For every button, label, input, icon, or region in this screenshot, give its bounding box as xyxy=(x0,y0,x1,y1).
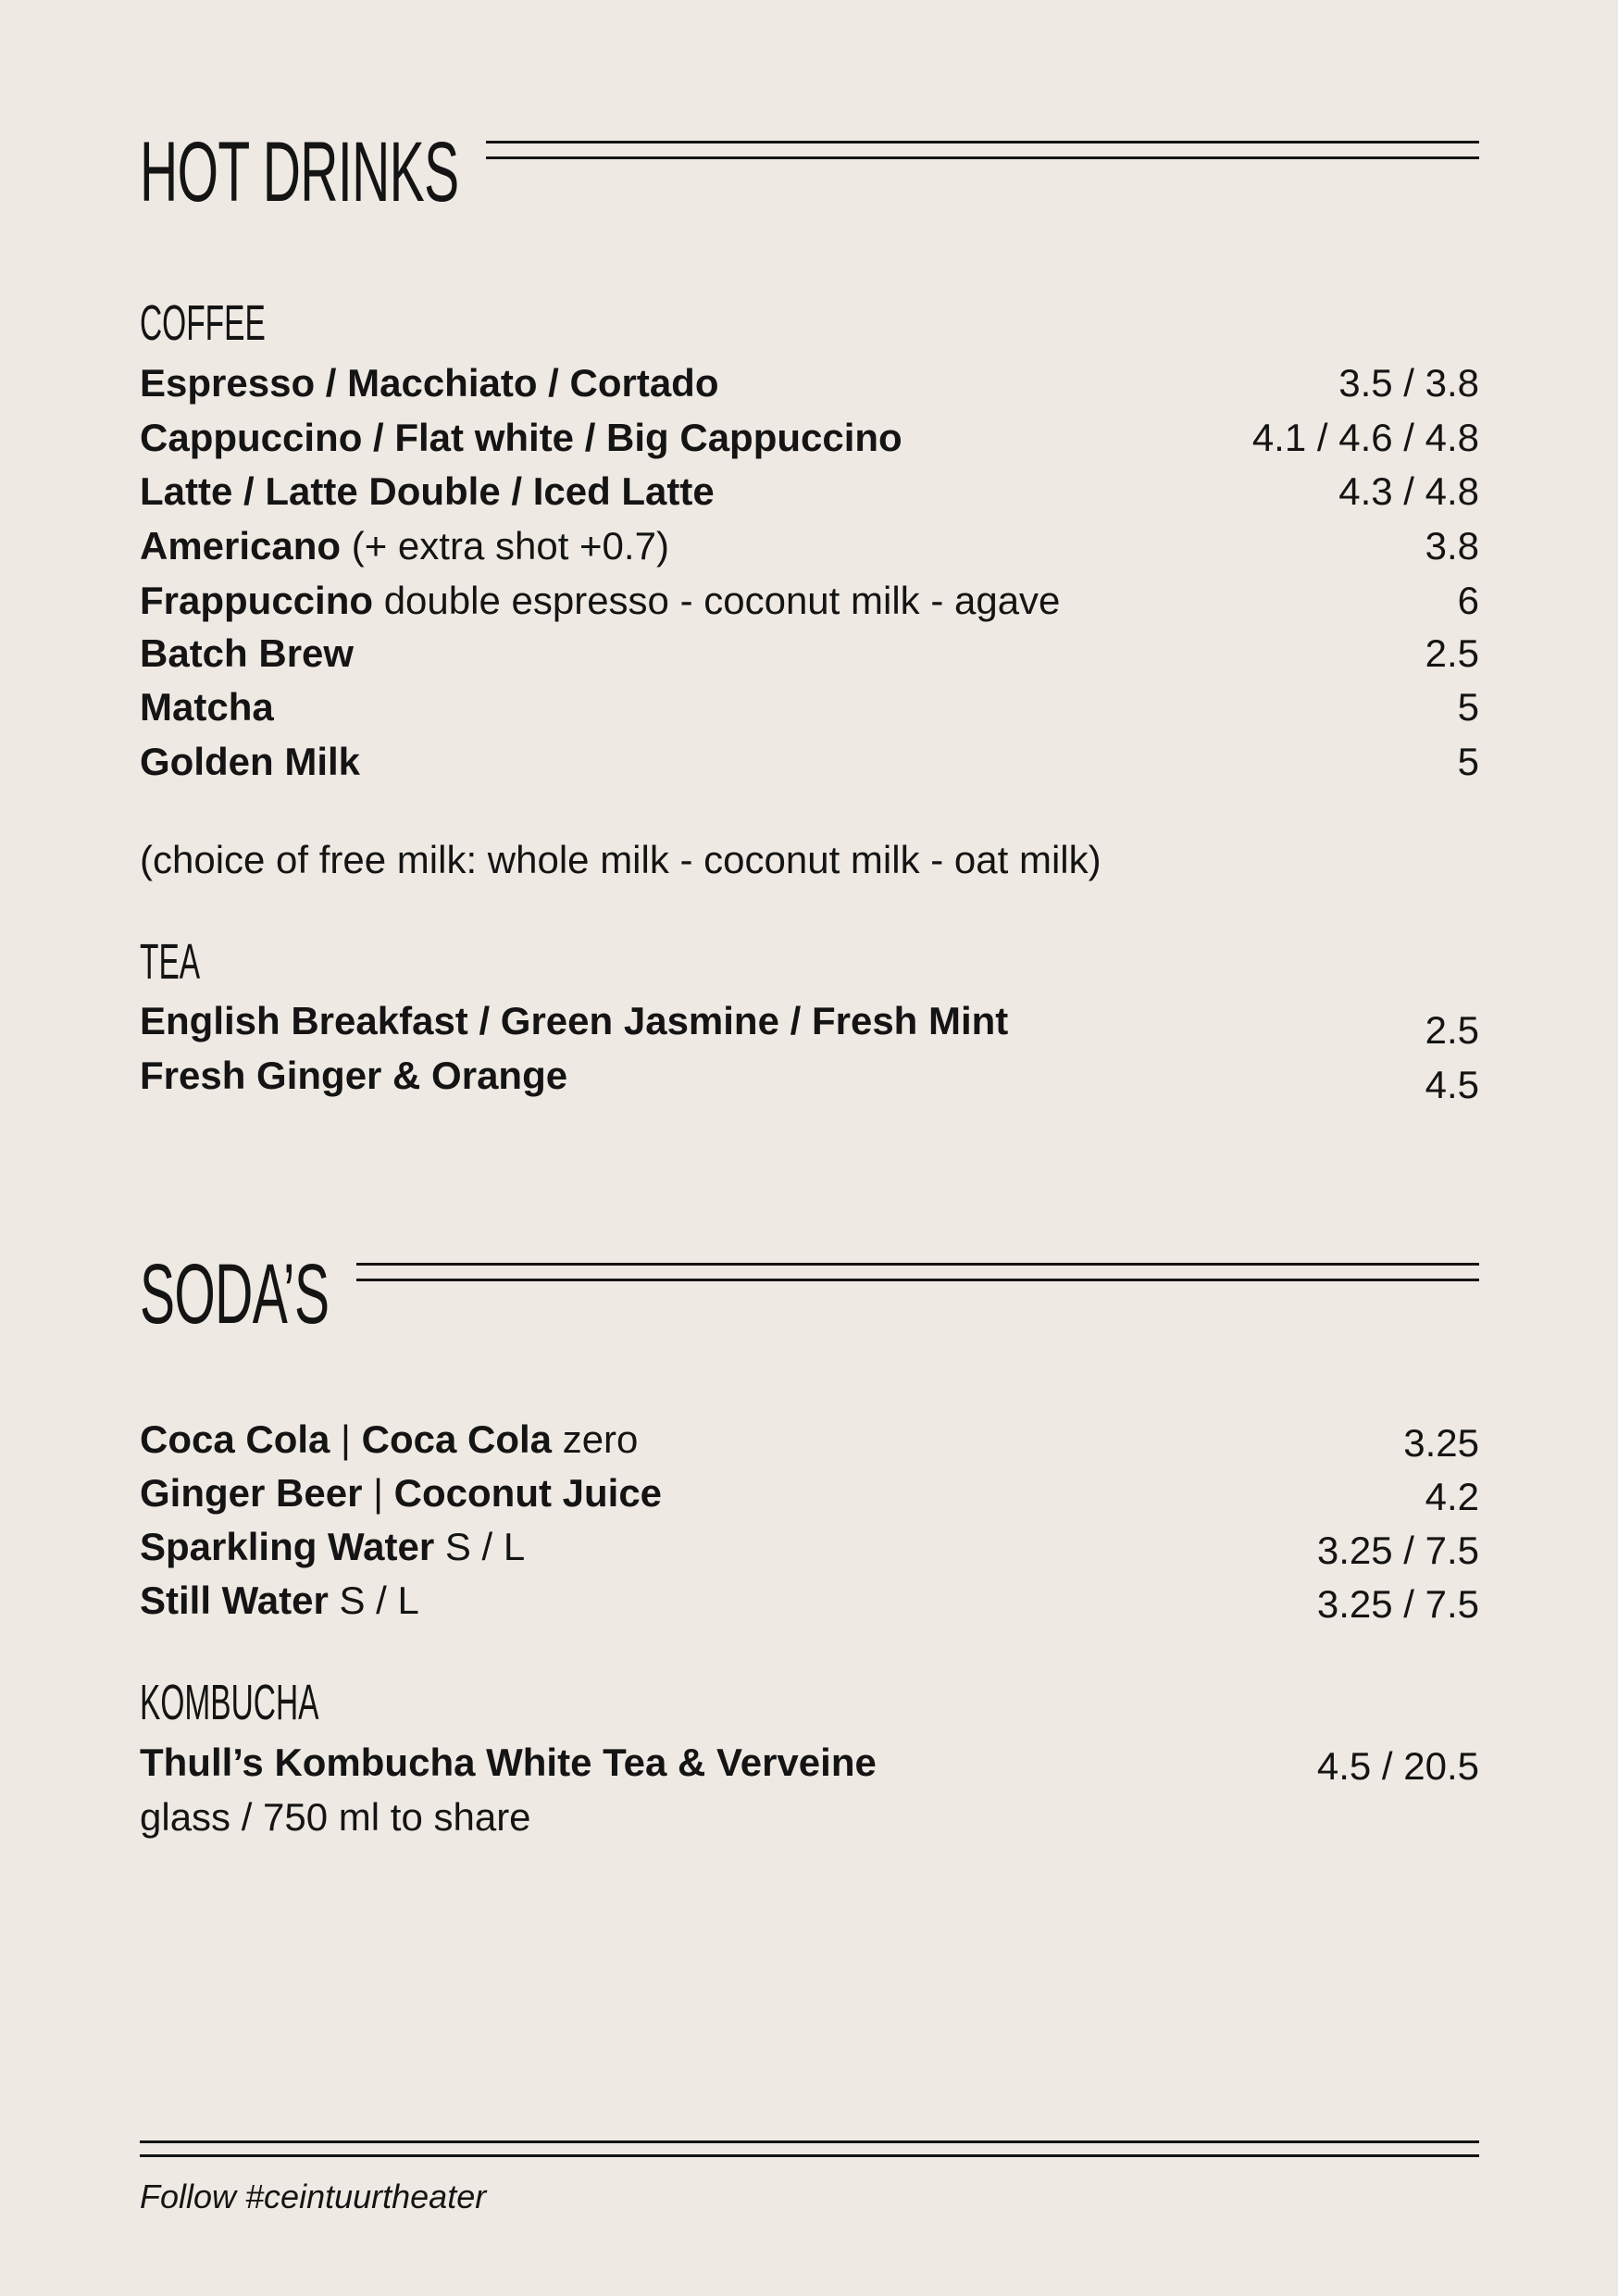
hot-drinks-header xyxy=(140,125,1479,219)
menu-item xyxy=(140,1578,1479,1624)
item-name: Fresh Ginger & Orange xyxy=(140,1054,568,1097)
item-price: 2.5 xyxy=(1425,1008,1479,1052)
footer-rule xyxy=(140,2140,1479,2157)
item-name: Ginger Beer xyxy=(140,1471,363,1515)
sodas-header xyxy=(140,1247,1479,1341)
item-price: 3.25 / 7.5 xyxy=(1316,1529,1479,1572)
sodas-rule xyxy=(356,1263,1479,1281)
menu-item xyxy=(140,415,1479,461)
menu-item xyxy=(140,739,1479,785)
item-desc: (+ extra shot +0.7) xyxy=(341,524,669,568)
item-name: Frappuccino xyxy=(140,579,374,622)
hot-drinks-rule xyxy=(486,141,1479,159)
item-name-2: Coconut Juice xyxy=(393,1471,663,1515)
item-name: Americano xyxy=(140,524,342,568)
item-desc: zero xyxy=(552,1417,639,1461)
item-price: 6 xyxy=(1457,579,1479,622)
item-desc: S / L xyxy=(328,1578,419,1622)
menu-item xyxy=(140,1053,1479,1106)
item-price: 4.1 / 4.6 / 4.8 xyxy=(1251,416,1479,459)
item-name: English Breakfast / Green Jasmine / Fresh Mint xyxy=(140,999,1009,1042)
item-price: 5 xyxy=(1457,685,1479,729)
menu-item xyxy=(140,523,1479,569)
item-name: Thull’s Kombucha White Tea & Verveine xyxy=(140,1741,877,1784)
item-name: Batch Brew xyxy=(140,631,355,675)
kombucha-heading: KOMBUCHA xyxy=(140,1675,319,1730)
menu-item xyxy=(140,1740,1479,1786)
item-desc: double espresso - coconut milk - agave xyxy=(373,579,1061,622)
item-price: 4.5 xyxy=(1425,1063,1479,1106)
item-price: 3.25 xyxy=(1403,1421,1479,1465)
hot-drinks-title: HOT DRINKS xyxy=(140,125,459,219)
menu-item xyxy=(140,1470,1479,1516)
item-name: Still Water xyxy=(140,1578,329,1622)
menu-item xyxy=(140,630,1479,677)
sodas-title: SODA’S xyxy=(140,1247,330,1341)
item-price: 5 xyxy=(1457,740,1479,783)
coffee-heading: COFFEE xyxy=(140,295,266,351)
menu-item xyxy=(140,1524,1479,1570)
menu-item xyxy=(140,360,1479,406)
item-name: Latte / Latte Double / Iced Latte xyxy=(140,469,715,513)
item-price: 3.8 xyxy=(1425,524,1479,568)
item-name-2: Coca Cola xyxy=(361,1417,553,1461)
item-name: Matcha xyxy=(140,685,274,729)
menu-item xyxy=(140,1416,1479,1463)
footer-hashtag: Follow #ceintuurtheater xyxy=(140,2177,487,2215)
milk-note: (choice of free milk: whole milk - coconut milk - oat milk) xyxy=(140,838,1101,881)
item-desc: S / L xyxy=(434,1525,526,1568)
item-price: 4.3 / 4.8 xyxy=(1338,469,1479,513)
item-name: Coca Cola xyxy=(140,1417,330,1461)
item-price: 3.25 / 7.5 xyxy=(1316,1582,1479,1626)
menu-item xyxy=(140,684,1479,730)
item-price: 4.2 xyxy=(1425,1475,1479,1518)
item-name: Sparkling Water xyxy=(140,1525,435,1568)
kombucha-desc: glass / 750 ml to share xyxy=(140,1795,531,1839)
item-price: 4.5 / 20.5 xyxy=(1316,1744,1479,1788)
menu-item xyxy=(140,998,1479,1052)
menu-item xyxy=(140,468,1479,515)
tea-heading: TEA xyxy=(140,934,201,990)
item-name: Cappuccino / Flat white / Big Cappuccino xyxy=(140,416,902,459)
menu-item xyxy=(140,578,1479,624)
item-name: Espresso / Macchiato / Cortado xyxy=(140,361,719,405)
item-separator: | xyxy=(362,1471,394,1515)
item-price: 3.5 / 3.8 xyxy=(1338,361,1479,405)
item-price: 2.5 xyxy=(1425,631,1479,675)
item-separator: | xyxy=(330,1417,362,1461)
item-name: Golden Milk xyxy=(140,740,361,783)
menu-page xyxy=(140,0,1479,2296)
